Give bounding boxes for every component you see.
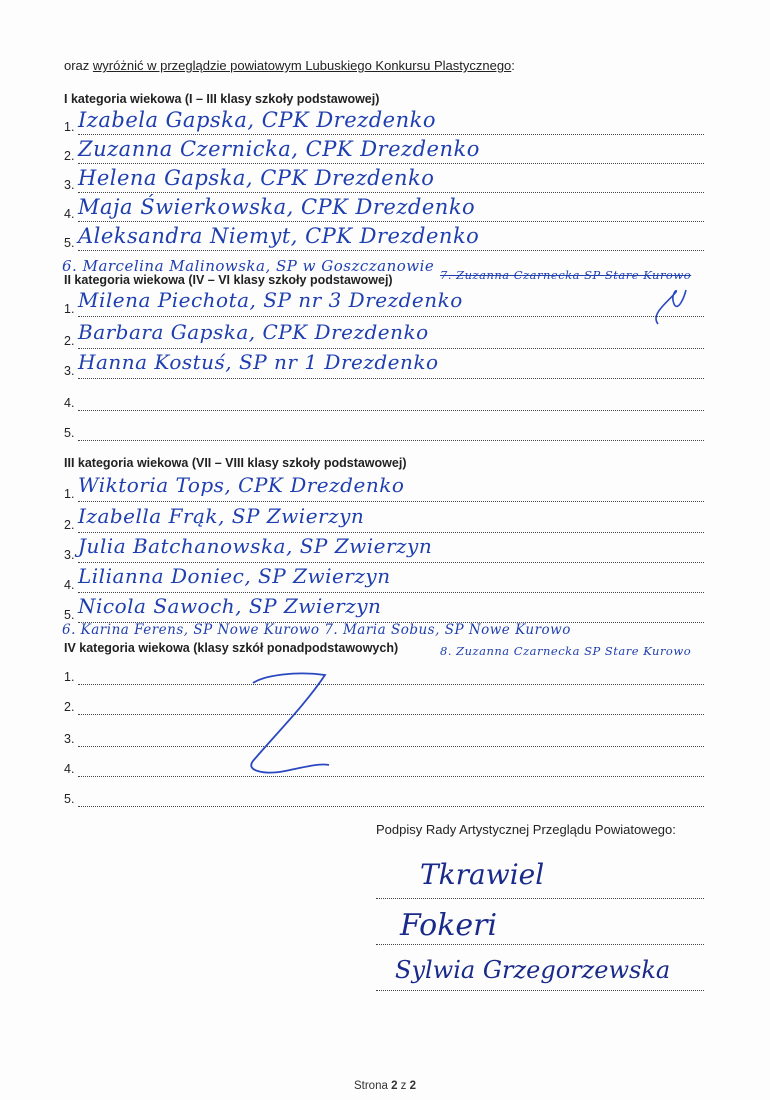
cat1-extra-entry: 6. Marcelina Malinowska, SP w Goszczanowie — [62, 257, 435, 275]
line-number: 1. — [64, 670, 75, 684]
line-number: 5. — [64, 236, 75, 250]
signatures-title: Podpisy Rady Artystycznej Przeglądu Powiatowego: — [376, 822, 676, 837]
cat4-line-1 — [64, 670, 704, 688]
cat3-entry-3: Julia Batchanowska, SP Zwierzyn — [78, 534, 433, 558]
cat2-title-note: 7. Zuzanna Czarnecka SP Stare Kurowo — [440, 268, 692, 282]
cat3-entry-1: Wiktoria Tops, CPK Drezdenko — [78, 473, 405, 497]
line-number: 3. — [64, 732, 75, 746]
line-number: 1. — [64, 120, 75, 134]
line-number: 1. — [64, 302, 75, 316]
footer-page: 2 — [391, 1080, 398, 1092]
line-number: 5. — [64, 426, 75, 440]
cat2-line-4 — [64, 396, 704, 414]
cat4-line-4 — [64, 762, 704, 780]
cat2-line-5 — [64, 426, 704, 444]
cat2-entry-1: Milena Piechota, SP nr 3 Drezdenko — [78, 288, 463, 312]
category-4-title: IV kategoria wiekowa (klasy szkół ponadpodstawowych) — [64, 641, 399, 655]
cat3-extra-entries: 6. Karina Ferens, SP Nowe Kurowo 7. Maria Sobus, SP Nowe Kurowo — [62, 622, 571, 638]
cat3-entry-4: Lilianna Doniec, SP Zwierzyn — [78, 564, 391, 588]
line-number: 5. — [64, 792, 75, 806]
cat4-line-2 — [64, 700, 704, 718]
line-number: 4. — [64, 396, 75, 410]
line-number: 1. — [64, 487, 75, 501]
line-number: 4. — [64, 207, 75, 221]
signature-3: Sylwia Grzegorzewska — [395, 956, 671, 984]
signature-line-1 — [376, 898, 704, 899]
intro-suffix: : — [511, 58, 515, 73]
cat4-line-5 — [64, 792, 704, 810]
line-number: 5. — [64, 608, 75, 622]
intro-underlined: wyróżnić w przeglądzie powiatowym Lubuskiego Konkursu Plastycznego — [92, 58, 512, 73]
cat4-title-note: 8. Zuzanna Czarnecka SP Stare Kurowo — [440, 644, 692, 658]
line-number: 3. — [64, 364, 75, 378]
cat2-entry-3: Hanna Kostuś, SP nr 1 Drezdenko — [78, 350, 439, 374]
line-number: 2. — [64, 149, 75, 163]
signature-line-2 — [376, 944, 704, 945]
line-number: 4. — [64, 578, 75, 592]
line-number: 4. — [64, 762, 75, 776]
intro-prefix: oraz — [64, 58, 93, 73]
line-number: 2. — [64, 700, 75, 714]
cat1-entry-5: Aleksandra Niemyt, CPK Drezdenko — [78, 224, 480, 248]
signature-2: Fokeri — [400, 908, 498, 943]
signature-1: Tkrawiel — [420, 858, 545, 891]
category-3-title: III kategoria wiekowa (VII – VIII klasy szkoły podstawowej) — [64, 456, 407, 470]
line-number: 2. — [64, 334, 75, 348]
signature-line-3 — [376, 990, 704, 991]
cat3-entry-2: Izabella Frąk, SP Zwierzyn — [78, 504, 365, 528]
cat4-line-3 — [64, 732, 704, 750]
line-number: 3. — [64, 548, 75, 562]
category-2-title: II kategoria wiekowa (IV – VI klasy szkoły podstawowej) — [64, 273, 393, 287]
cat3-entry-5: Nicola Sawoch, SP Zwierzyn — [78, 594, 382, 618]
footer-prefix: Strona — [353, 1080, 392, 1092]
footer-mid: z — [397, 1080, 410, 1092]
cat1-entry-3: Helena Gapska, CPK Drezdenko — [78, 166, 435, 190]
page-footer — [0, 1080, 770, 1092]
cat2-entry-2: Barbara Gapska, CPK Drezdenko — [78, 320, 429, 344]
z-crossout-mark — [225, 665, 335, 785]
cat1-entry-1: Izabela Gapska, CPK Drezdenko — [78, 108, 436, 132]
cat1-entry-2: Zuzanna Czernicka, CPK Drezdenko — [78, 137, 480, 161]
line-number: 2. — [64, 518, 75, 532]
footer-total: 2 — [409, 1080, 417, 1092]
intro-text — [64, 58, 515, 73]
cat1-entry-4: Maja Świerkowska, CPK Drezdenko — [78, 195, 476, 219]
line-number: 3. — [64, 178, 75, 192]
category-1-title: I kategoria wiekowa (I – III klasy szkoły podstawowej) — [64, 92, 380, 106]
